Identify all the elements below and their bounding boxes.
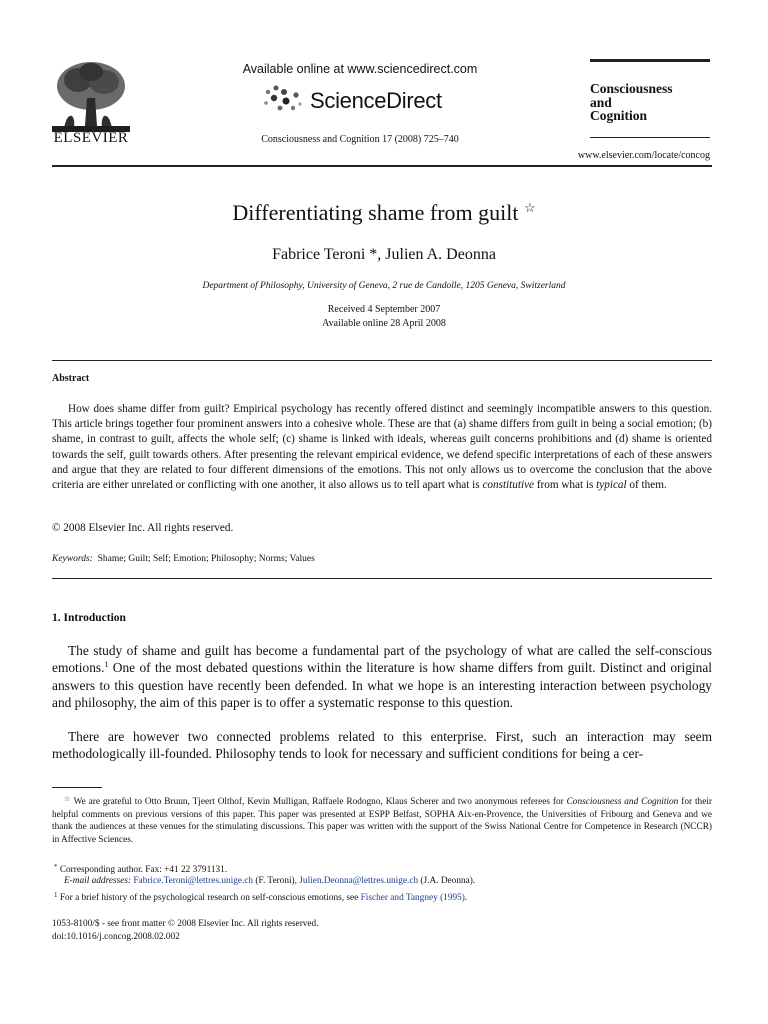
- journal-title-line: Consciousness: [590, 81, 673, 96]
- abstract-text-part: from what is: [534, 479, 597, 492]
- paper-title: [0, 200, 768, 226]
- journal-title-bottom-rule: [590, 137, 710, 138]
- footnote-journal-name: Consciousness and Cognition: [566, 797, 679, 807]
- journal-title: [590, 82, 673, 123]
- abstract-bottom-rule: [52, 578, 712, 579]
- paper-title-text: Differentiating shame from guilt: [232, 200, 519, 225]
- journal-title-line: and: [590, 94, 612, 110]
- intro-paragraph: There are however two connected problems related to this enterprise. First, such an interaction may seem methodologically ill-founded. Philosophy tends to look for necessary and sufficient conditions for being a cer-: [52, 729, 712, 762]
- abstract-emphasis: constitutive: [482, 479, 535, 492]
- footnote-1-mark: 1: [54, 891, 58, 899]
- journal-title-line: Cognition: [590, 108, 648, 123]
- email-link-teroni[interactable]: Fabrice.Teroni@lettres.unige.ch: [133, 876, 254, 886]
- footnote-text: for their helpful comments on previous versions of this paper. This paper was presented at ESPP Belfast, SOPHA Aix-en-Provence, the Universities of Fribourg and Geneva and we thank the audiences at these venues for the stimulating discussions. This paper was written with the support of the Swiss National Centre for Competence in Research (NCCR) in Affective Sciences.: [52, 797, 713, 845]
- footnote-star-mark: ☆: [64, 795, 71, 803]
- footnote-1: [52, 889, 724, 905]
- keywords-list: Shame; Guilt; Self; Emotion; Philosophy; Norms; Values: [97, 554, 315, 564]
- abstract-text-part: of them.: [626, 479, 667, 492]
- abstract-text: [52, 402, 712, 493]
- paper-authors: Fabrice Teroni *, Julien A. Deonna: [272, 246, 496, 263]
- reference-link-fischer-tangney[interactable]: Fischer and Tangney (1995): [360, 893, 465, 903]
- title-footnote-star-link[interactable]: ☆: [523, 200, 536, 215]
- footnote-emails: [52, 875, 724, 888]
- abstract-heading: Abstract: [52, 373, 90, 384]
- footnote-text: .: [464, 893, 468, 903]
- journal-title-top-rule: [590, 59, 710, 62]
- received-date: Received 4 September 2007: [327, 304, 441, 315]
- online-availability-notice: Available online at www.sciencedirect.com: [242, 62, 478, 76]
- abstract-top-rule: [52, 360, 712, 361]
- intro-paragraph: [52, 642, 712, 711]
- abstract-text-part: How does shame differ from guilt? Empirical psychology has recently offered distinct and seemingly incompatible answers to this question. This article brings together four prominent answers into a cohesive whole. These are that (a) shame differs from guilt in being a social emotion; (b) shame, in contrast to guilt, affects the whole self; (c) shame is linked with ideals, whereas guilt concerns prohibitions and (d) shame is oriented towards the self, guilt towards others. After presenting the relevant empirical evidence, we defend specific interpretations of each of these answers and argue that they are related to four different dimensions of the emotions. This not only allows us to overcome the conclusion that the above criteria are either unrelated or conflicting with one another, it also allows us to tell apart what is: [52, 403, 712, 492]
- header-rule: [52, 165, 712, 167]
- footnote-1-link[interactable]: 1: [104, 660, 109, 670]
- doi: doi:10.1016/j.concog.2008.02.002: [52, 932, 180, 942]
- footnote-text: (F. Teroni),: [253, 876, 300, 886]
- email-link-deonna[interactable]: Julien.Deonna@lettres.unige.ch: [299, 876, 419, 886]
- footnote-text: Corresponding author. Fax: +41 22 3791131.: [59, 865, 228, 875]
- email-label: E-mail addresses:: [64, 876, 132, 886]
- publisher-name: ELSEVIER: [53, 130, 129, 146]
- sciencedirect-wordmark: ScienceDirect: [310, 88, 442, 113]
- journal-citation: Consciousness and Cognition 17 (2008) 725–740: [261, 134, 459, 145]
- footnote-asterisk-mark: *: [54, 863, 58, 871]
- footnote-text: We are grateful to Otto Bruun, Tjeert Olthof, Kevin Mulligan, Raffaele Rodogno, Klaus Scherer and two anonymous referees for: [73, 797, 567, 807]
- footnote-text: (J.A. Deonna).: [418, 876, 476, 886]
- paragraph-text: The study of shame and guilt has become a fundamental part of the psychology of what are called the self-conscious emotions.: [52, 643, 712, 676]
- section-heading-introduction: 1. Introduction: [52, 612, 126, 624]
- journal-url-link[interactable]: www.elsevier.com/locate/concog: [577, 150, 710, 161]
- available-online-date: Available online 28 April 2008: [322, 318, 446, 329]
- footnote-text: For a brief history of the psychological research on self-conscious emotions, see: [59, 893, 361, 903]
- keywords-label: Keywords:: [52, 554, 93, 564]
- abstract-copyright: © 2008 Elsevier Inc. All rights reserved.: [52, 522, 234, 534]
- footnote-separator: [52, 787, 102, 788]
- keywords: [52, 554, 315, 564]
- footnote-star: [52, 793, 712, 846]
- author-affiliation: Department of Philosophy, University of Geneva, 2 rue de Candolle, 1205 Geneva, Switzerland: [202, 281, 566, 291]
- issn-front-matter: 1053-8100/$ - see front matter © 2008 Elsevier Inc. All rights reserved.: [52, 919, 319, 929]
- paragraph-text: One of the most debated questions within the literature is how shame differs from guilt. Distinct and original answers to this question have recently been defended. In what we hope is an interesting interaction between psychology and philosophy, the aim of this paper is to offer a systematic response to this question.: [52, 660, 712, 710]
- abstract-emphasis: typical: [596, 479, 627, 492]
